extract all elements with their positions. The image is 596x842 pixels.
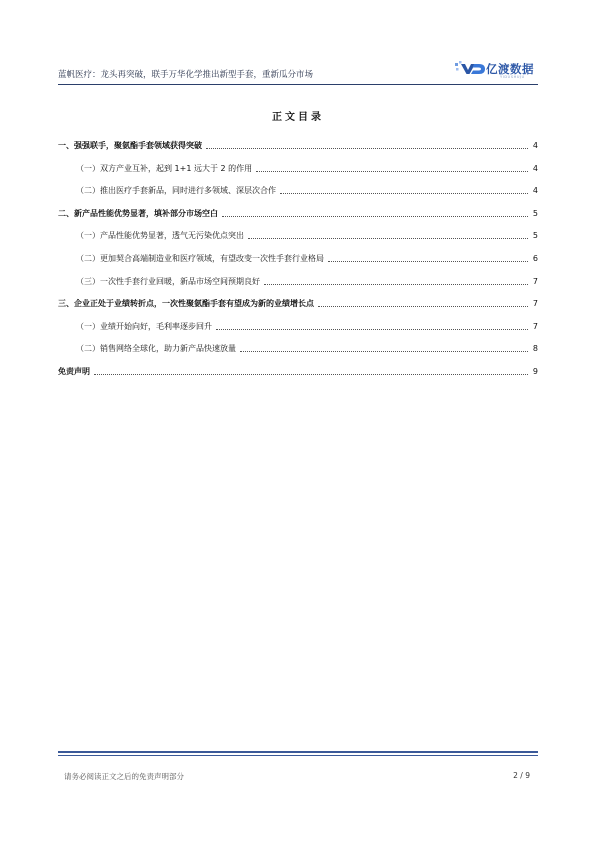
toc-leader <box>216 322 528 330</box>
toc-leader <box>328 254 528 262</box>
toc-entry-page: 5 <box>532 231 538 241</box>
toc-entry[interactable] <box>58 367 538 390</box>
toc-entry[interactable] <box>58 231 538 254</box>
toc-leader <box>240 344 528 352</box>
toc-leader <box>280 186 528 194</box>
toc-entry[interactable] <box>58 299 538 322</box>
footer-divider-thick <box>58 751 538 753</box>
toc-entry-label: （二）推出医疗手套新品，同时进行多领域、深层次合作 <box>76 186 276 196</box>
toc-entry-page: 4 <box>532 141 538 150</box>
toc-entry-page: 6 <box>532 253 538 263</box>
toc-entry-label: （一）产品性能优势显著，透气无污染优点突出 <box>76 231 244 241</box>
toc-entry-label: （三）一次性手套行业回暖，新品市场空间预期良好 <box>76 276 260 286</box>
toc-leader <box>256 164 528 172</box>
logo-mark-icon <box>454 60 486 78</box>
toc-heading: 正文目录 <box>272 112 324 123</box>
toc-entry[interactable] <box>58 164 538 187</box>
toc-entry-page: 5 <box>532 208 538 218</box>
page-header <box>58 58 538 84</box>
toc-entry-page: 7 <box>532 299 538 309</box>
toc-entry[interactable] <box>58 277 538 300</box>
toc-entry-label: 三、企业正处于业绩转折点，一次性聚氨酯手套有望成为新的业绩增长点 <box>58 299 314 309</box>
toc-entry-page: 7 <box>532 321 538 331</box>
page-number: 2 / 9 <box>513 771 530 780</box>
footer-disclaimer: 请务必阅读正文之后的免责声明部分 <box>64 772 184 781</box>
toc-entry[interactable] <box>58 344 538 367</box>
toc-entry-label: （一）双方产业互补，起到 1+1 远大于 2 的作用 <box>76 163 253 173</box>
toc-entry-label: 二、新产品性能优势显著，填补部分市场空白 <box>58 208 218 218</box>
toc-entry[interactable] <box>58 186 538 209</box>
toc-leader <box>222 209 528 217</box>
toc-leader <box>318 299 528 307</box>
toc-leader <box>206 141 528 149</box>
toc-entry-label: （二）销售网络全球化，助力新产品快速放量 <box>76 344 236 354</box>
toc-entry-label: 免责声明 <box>58 366 90 376</box>
footer-divider-thin <box>58 755 538 756</box>
logo-text: 亿渡数据 <box>486 62 534 76</box>
header-divider <box>58 84 538 85</box>
toc-entry-page: 4 <box>532 186 538 196</box>
toc-entry-label: （一）业绩开始向好，毛利率逐步回升 <box>76 321 212 331</box>
toc-entry-page: 4 <box>532 163 538 173</box>
toc-leader <box>248 231 528 239</box>
table-of-contents <box>58 141 538 390</box>
toc-entry[interactable] <box>58 209 538 232</box>
toc-entry-page: 9 <box>532 366 538 376</box>
toc-entry-label: （二）更加契合高端制造业和医疗领域，有望改变一次性手套行业格局 <box>76 253 324 263</box>
logo-subtext: YIDUSHUJU <box>500 75 525 79</box>
toc-entry[interactable] <box>58 254 538 277</box>
toc-entry[interactable] <box>58 322 538 345</box>
toc-leader <box>264 277 528 285</box>
toc-entry-page: 7 <box>532 276 538 286</box>
report-title: 蓝帆医疗：龙头再突破，联手万华化学推出新型手套，重新瓜分市场 <box>58 70 314 80</box>
toc-entry[interactable] <box>58 141 538 164</box>
company-logo <box>454 58 538 82</box>
toc-entry-label: 一、强强联手，聚氨酯手套领域获得突破 <box>58 141 202 150</box>
toc-leader <box>94 367 528 375</box>
toc-entry-page: 8 <box>532 344 538 354</box>
